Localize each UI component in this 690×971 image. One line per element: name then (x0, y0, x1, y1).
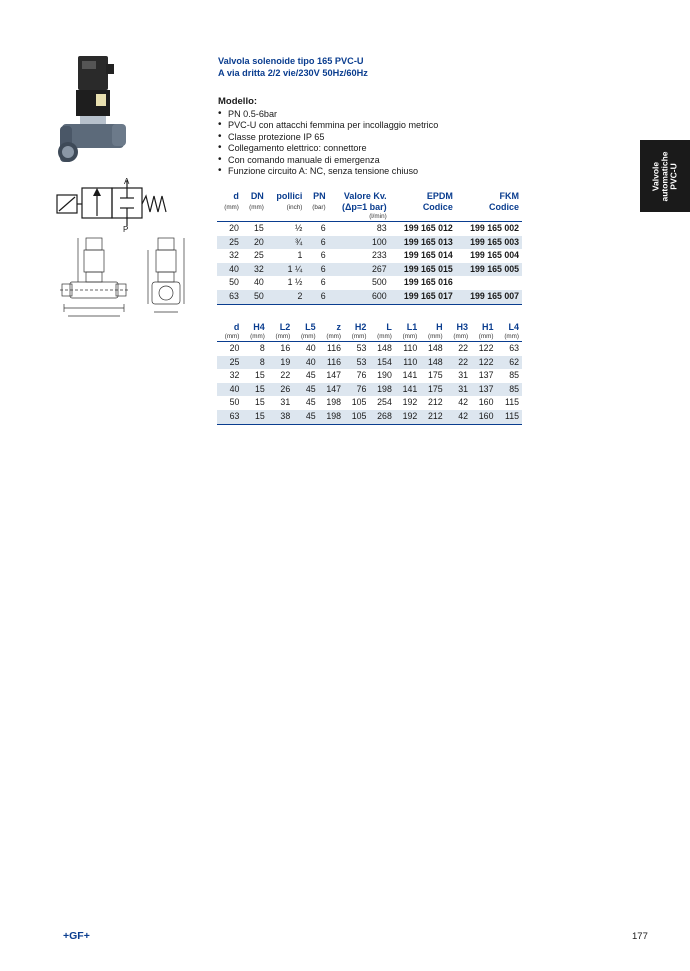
list-item: • Funzione circuito A: NC, senza tensione chiuso (218, 166, 438, 177)
table-cell: 6 (305, 263, 328, 277)
table-cell: 20 (217, 342, 242, 356)
table-cell: 45 (293, 410, 318, 424)
table-cell: 199 165 014 (403, 250, 453, 261)
table-cell: 267 (329, 263, 390, 277)
table-header: PN (313, 191, 326, 201)
table-header: L2 (279, 322, 291, 332)
table-cell: ½ (267, 222, 306, 236)
table-row (217, 410, 522, 424)
table-cell: 199 165 005 (456, 263, 522, 277)
symbol-label-p: P (123, 225, 129, 232)
table-cell: 199 165 012 (390, 222, 456, 236)
table-cell: 16 (268, 342, 293, 356)
table-cell: 110 (395, 342, 420, 356)
table-cell: 62 (496, 356, 522, 370)
table-cell: 137 (471, 383, 496, 397)
table-cell: 38 (268, 410, 293, 424)
table-unit: (mm) (326, 333, 342, 340)
table-cell: 40 (254, 277, 264, 288)
table-header: L1 (406, 322, 418, 332)
table-unit: (mm) (275, 333, 291, 340)
table-cell: 154 (369, 356, 394, 370)
table-cell: 137 (478, 370, 494, 381)
table-cell: 199 165 007 (456, 290, 522, 304)
table-cell: 50 (229, 397, 240, 408)
table-row (217, 342, 522, 356)
dimensions-table (217, 322, 522, 425)
table-header: pollici (276, 191, 303, 201)
table-cell: 22 (280, 370, 291, 381)
table-row (217, 369, 522, 383)
table-unit: (inch) (286, 203, 303, 211)
title-line-2: A via dritta 2/2 vie/230V 50Hz/60Hz (218, 67, 368, 78)
table-cell: 6 (305, 236, 328, 250)
page-number: 177 (632, 931, 648, 942)
side-tab-line-3: PVC-U (668, 162, 679, 190)
table-cell: 8 (242, 342, 267, 356)
table-cell: 40 (217, 263, 242, 277)
table-cell: 160 (471, 410, 496, 424)
table-row (217, 263, 522, 277)
table-cell: 199 165 004 (470, 250, 519, 261)
section-side-tab (640, 140, 690, 212)
table-header: DN (250, 191, 264, 201)
table-row (217, 222, 522, 236)
table-cell: 32 (229, 370, 240, 381)
table-cell: ¾ (267, 236, 306, 250)
table-header: L4 (508, 322, 519, 332)
table-row (217, 396, 522, 410)
table-cell: 141 (395, 383, 420, 397)
table-cell: 199 165 003 (456, 236, 522, 250)
table-header: Valore Kv. (343, 191, 387, 201)
table-header-2: Codice (422, 202, 453, 212)
table-header: H4 (253, 322, 265, 332)
table-cell: 198 (326, 397, 342, 408)
table-cell: 32 (229, 250, 239, 261)
table-cell: 175 (427, 370, 443, 381)
table-cell: 63 (217, 410, 242, 424)
table-cell: 199 165 016 (403, 277, 453, 288)
table-cell: 122 (471, 356, 496, 370)
table-cell: 6 (320, 277, 326, 288)
table-cell: 15 (242, 410, 267, 424)
table-cell (456, 276, 522, 290)
table-cell: 45 (293, 383, 318, 397)
table-header: FKM (499, 191, 519, 201)
table-header: L5 (305, 322, 316, 332)
table-cell: 141 (402, 370, 418, 381)
table-header: H (436, 322, 443, 332)
table-row (217, 383, 522, 397)
table-cell: 50 (229, 277, 239, 288)
symbol-label-a: A (124, 177, 130, 186)
table-cell: 53 (344, 342, 369, 356)
table-cell: 600 (329, 290, 390, 304)
table-cell: 1 (297, 250, 303, 261)
table-row (217, 236, 522, 250)
table-cell: 2 (267, 290, 306, 304)
table-cell: 198 (319, 410, 344, 424)
table-cell: 175 (420, 383, 445, 397)
table-cell: 42 (458, 397, 469, 408)
table-cell: 199 165 017 (390, 290, 456, 304)
gf-logo: +GF+ (63, 930, 90, 942)
valve-photo (50, 52, 134, 170)
table-cell: 45 (305, 397, 316, 408)
table-cell: 76 (356, 370, 367, 381)
table-header: d (233, 191, 239, 201)
table-cell: 6 (305, 290, 328, 304)
table-cell: 147 (326, 370, 342, 381)
table-unit: (mm) (478, 333, 494, 340)
table-cell: 76 (344, 383, 369, 397)
table-cell: 15 (242, 222, 267, 236)
table-header: L (386, 322, 392, 332)
table-cell: 83 (329, 222, 390, 236)
table-row (217, 356, 522, 370)
title-line-1: Valvola solenoide tipo 165 PVC-U (218, 56, 364, 66)
table-cell: 198 (369, 383, 394, 397)
table-cell: 63 (496, 342, 522, 356)
table-cell: 63 (217, 290, 242, 304)
table-cell: 192 (402, 397, 418, 408)
table-cell: 25 (217, 236, 242, 250)
table-cell: 199 165 015 (390, 263, 456, 277)
table-cell: 192 (395, 410, 420, 424)
table-cell: 40 (293, 342, 318, 356)
table-cell: 199 165 002 (456, 222, 522, 236)
table-cell: 105 (351, 397, 367, 408)
table-cell: 1 ½ (287, 277, 303, 288)
table-unit: (mm) (504, 333, 519, 340)
table-header-2: (Δp=1 bar) (341, 202, 387, 212)
table-cell: 26 (268, 383, 293, 397)
table-cell: 22 (446, 356, 471, 370)
table-cell: 212 (427, 397, 443, 408)
table-cell: 15 (255, 370, 265, 381)
table-header: H1 (481, 322, 494, 332)
dimension-drawing-front (56, 234, 132, 324)
table-cell: 268 (369, 410, 394, 424)
table-cell: 148 (420, 342, 445, 356)
table-row (217, 249, 522, 263)
dimension-drawing-side (144, 234, 192, 318)
table-header: H3 (456, 322, 469, 332)
table-cell: 85 (496, 383, 522, 397)
table-unit: (mm) (427, 333, 443, 340)
table-cell: 19 (268, 356, 293, 370)
table-unit: (mm) (250, 333, 265, 340)
table-cell: 116 (319, 342, 344, 356)
table-cell: 20 (242, 236, 267, 250)
table-cell: 148 (369, 342, 394, 356)
table-cell: 100 (329, 236, 390, 250)
table-cell: 105 (344, 410, 369, 424)
table-cell: 40 (217, 383, 242, 397)
table-row (217, 276, 522, 290)
table-cell: 190 (377, 370, 392, 381)
table-cell: 6 (305, 222, 328, 236)
table-unit: (mm) (351, 333, 367, 340)
side-tab-line-1: Valvole (650, 161, 661, 191)
list-item: • Classe protezione IP 65 (218, 132, 438, 143)
table-cell: 233 (372, 250, 387, 261)
table-cell: 212 (420, 410, 445, 424)
table-cell: 15 (242, 383, 267, 397)
table-cell: 199 165 013 (390, 236, 456, 250)
table-header: EPDM (426, 191, 453, 201)
table-unit: (l/min) (369, 213, 387, 220)
table-cell: 40 (293, 356, 318, 370)
table-cell: 20 (217, 222, 242, 236)
table-unit: (mm) (249, 203, 264, 211)
model-heading: Modello: (218, 96, 258, 107)
page-title (218, 56, 368, 79)
list-item: • Collegamento elettrico: connettore (218, 143, 438, 154)
list-item: • PVC-U con attacchi femmina per incollaggio metrico (218, 120, 438, 131)
table-cell: 31 (458, 370, 469, 381)
table-cell: 8 (242, 356, 267, 370)
circuit-symbol (54, 176, 172, 232)
table-cell: 500 (372, 277, 387, 288)
list-item: • PN 0.5-6bar (218, 109, 438, 120)
table-header: z (336, 322, 342, 332)
model-bullet-list (218, 109, 438, 177)
table-cell: 1 ¼ (267, 263, 306, 277)
table-unit: (mm) (377, 333, 392, 340)
table-unit: (mm) (224, 203, 239, 211)
table-cell: 115 (504, 397, 519, 408)
table-cell: 31 (280, 397, 291, 408)
table-cell: 116 (319, 356, 344, 370)
side-tab-line-2: automatiche (659, 150, 670, 202)
table-cell: 32 (242, 263, 267, 277)
table-header: H2 (354, 322, 367, 332)
table-header: d (233, 322, 240, 332)
table-cell: 25 (254, 250, 264, 261)
table-cell: 45 (305, 370, 316, 381)
table-header-2: Codice (488, 202, 519, 212)
table-cell: 110 (395, 356, 420, 370)
table-cell: 31 (446, 383, 471, 397)
table-cell: 15 (255, 397, 265, 408)
table-unit: (bar) (312, 203, 326, 211)
table-unit: (mm) (300, 333, 316, 340)
table-cell: 53 (344, 356, 369, 370)
codes-table (217, 191, 522, 305)
table-unit: (mm) (402, 333, 418, 340)
table-cell: 25 (217, 356, 242, 370)
table-row (217, 290, 522, 304)
table-cell: 160 (478, 397, 494, 408)
table-cell: 147 (319, 383, 344, 397)
list-item: • Con comando manuale di emergenza (218, 155, 438, 166)
table-unit: (mm) (453, 333, 469, 340)
table-cell: 22 (446, 342, 471, 356)
table-cell: 6 (320, 250, 326, 261)
table-cell: 254 (377, 397, 392, 408)
table-cell: 122 (471, 342, 496, 356)
table-cell: 85 (509, 370, 519, 381)
table-unit: (mm) (224, 333, 240, 340)
table-cell: 42 (446, 410, 471, 424)
table-cell: 50 (242, 290, 267, 304)
table-cell: 115 (496, 410, 522, 424)
table-cell: 148 (420, 356, 445, 370)
